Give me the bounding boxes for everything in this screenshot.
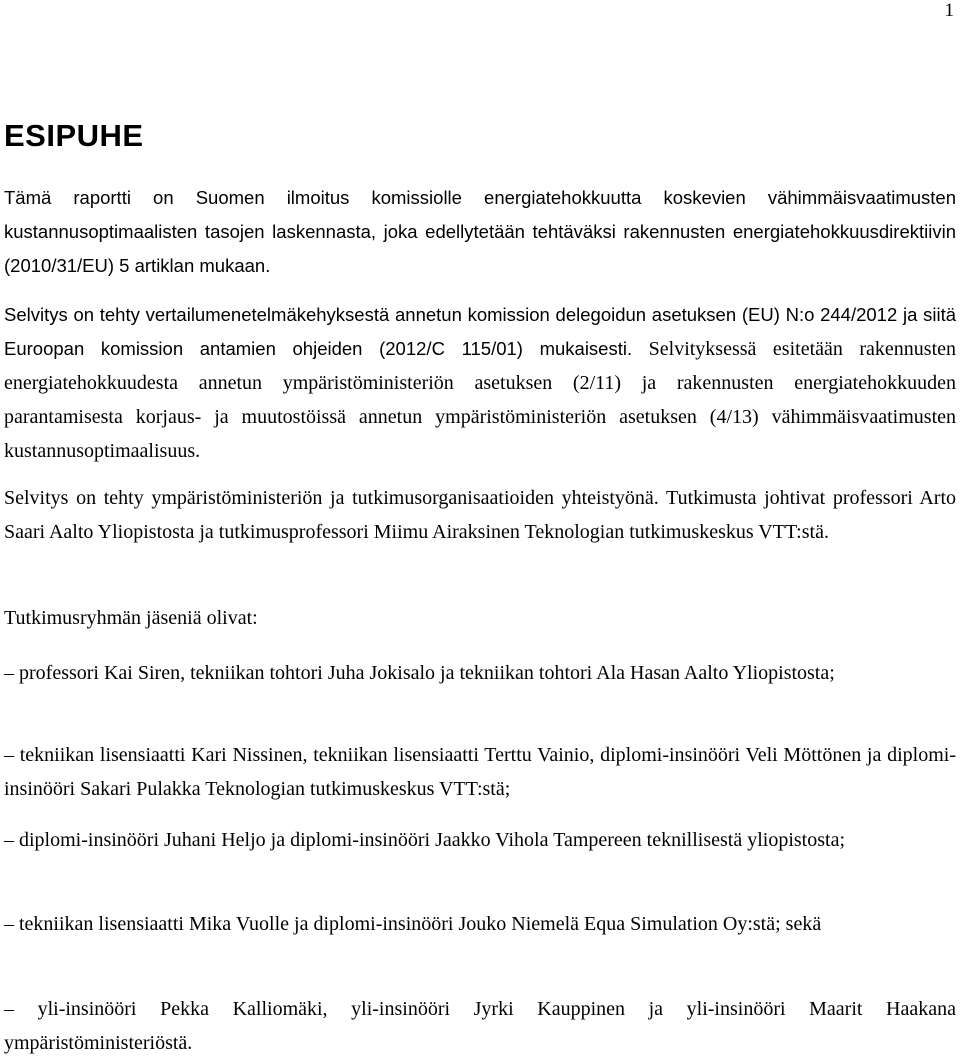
- paragraph-method-serif: Selvityksessä esitetään rakennusten energiatehokkuudesta annetun ympäristöministeriön asetuksen (2/11) ja rakennusten energiatehokkuuden parantamisesta korjaus- ja muutostöissä annetun ympäristöministeriön asetuksen (4/13) vähimmäisvaatimusten kustannusoptimaalisuus.: [4, 338, 957, 462]
- list-item: – yli-insinööri Pekka Kalliomäki, yli-insinööri Jyrki Kauppinen ja yli-insinööri Maarit Haakana ympäristöministeriöstä.: [4, 998, 956, 1054]
- list-item: – tekniikan lisensiaatti Kari Nissinen, tekniikan lisensiaatti Terttu Vainio, diplomi-insinööri Veli Möttönen ja diplomi-insinööri Sakari Pulakka Teknologian tutkimuskeskus VTT:stä;: [4, 744, 956, 800]
- paragraph-method-sans: Selvitys on tehty vertailumenetelmäkehyksestä annetun komission delegoidun asetuksen (EU) N:o 244/2012 ja siitä Euroopan komission antamien ohjeiden (2012/C 115/01) mukaisesti.: [4, 304, 956, 359]
- page-number: 1: [944, 0, 954, 21]
- paragraph-intro: Tämä raportti on Suomen ilmoitus komissiolle energiatehokkuutta koskevien vähimmäisvaatimusten kustannusoptimaalisten tasojen laskennasta, joka edellytetään tehtäväksi rakennusten energiatehokkuusdirektiivin (2010/31/EU) 5 artiklan mukaan.: [4, 187, 956, 276]
- list-item: – tekniikan lisensiaatti Mika Vuolle ja diplomi-insinööri Jouko Niemelä Equa Simulation Oy:stä; sekä: [4, 913, 822, 935]
- list-item: – professori Kai Siren, tekniikan tohtori Juha Jokisalo ja tekniikan tohtori Ala Hasan Aalto Yliopistosta;: [4, 662, 835, 684]
- list-item: – diplomi-insinööri Juhani Heljo ja diplomi-insinööri Jaakko Vihola Tampereen teknillisestä yliopistosta;: [4, 829, 845, 851]
- page-title: ESIPUHE: [4, 118, 144, 153]
- paragraph-members-intro: Tutkimusryhmän jäseniä olivat:: [4, 607, 258, 629]
- paragraph-cooperation: Selvitys on tehty ympäristöministeriön ja tutkimusorganisaatioiden yhteistyönä. Tutkimusta johtivat professori Arto Saari Aalto Yliopistosta ja tutkimusprofessori Miimu Airaksinen Teknologian tutkimuskeskus VTT:stä.: [4, 487, 956, 543]
- paragraph-method: [4, 298, 956, 468]
